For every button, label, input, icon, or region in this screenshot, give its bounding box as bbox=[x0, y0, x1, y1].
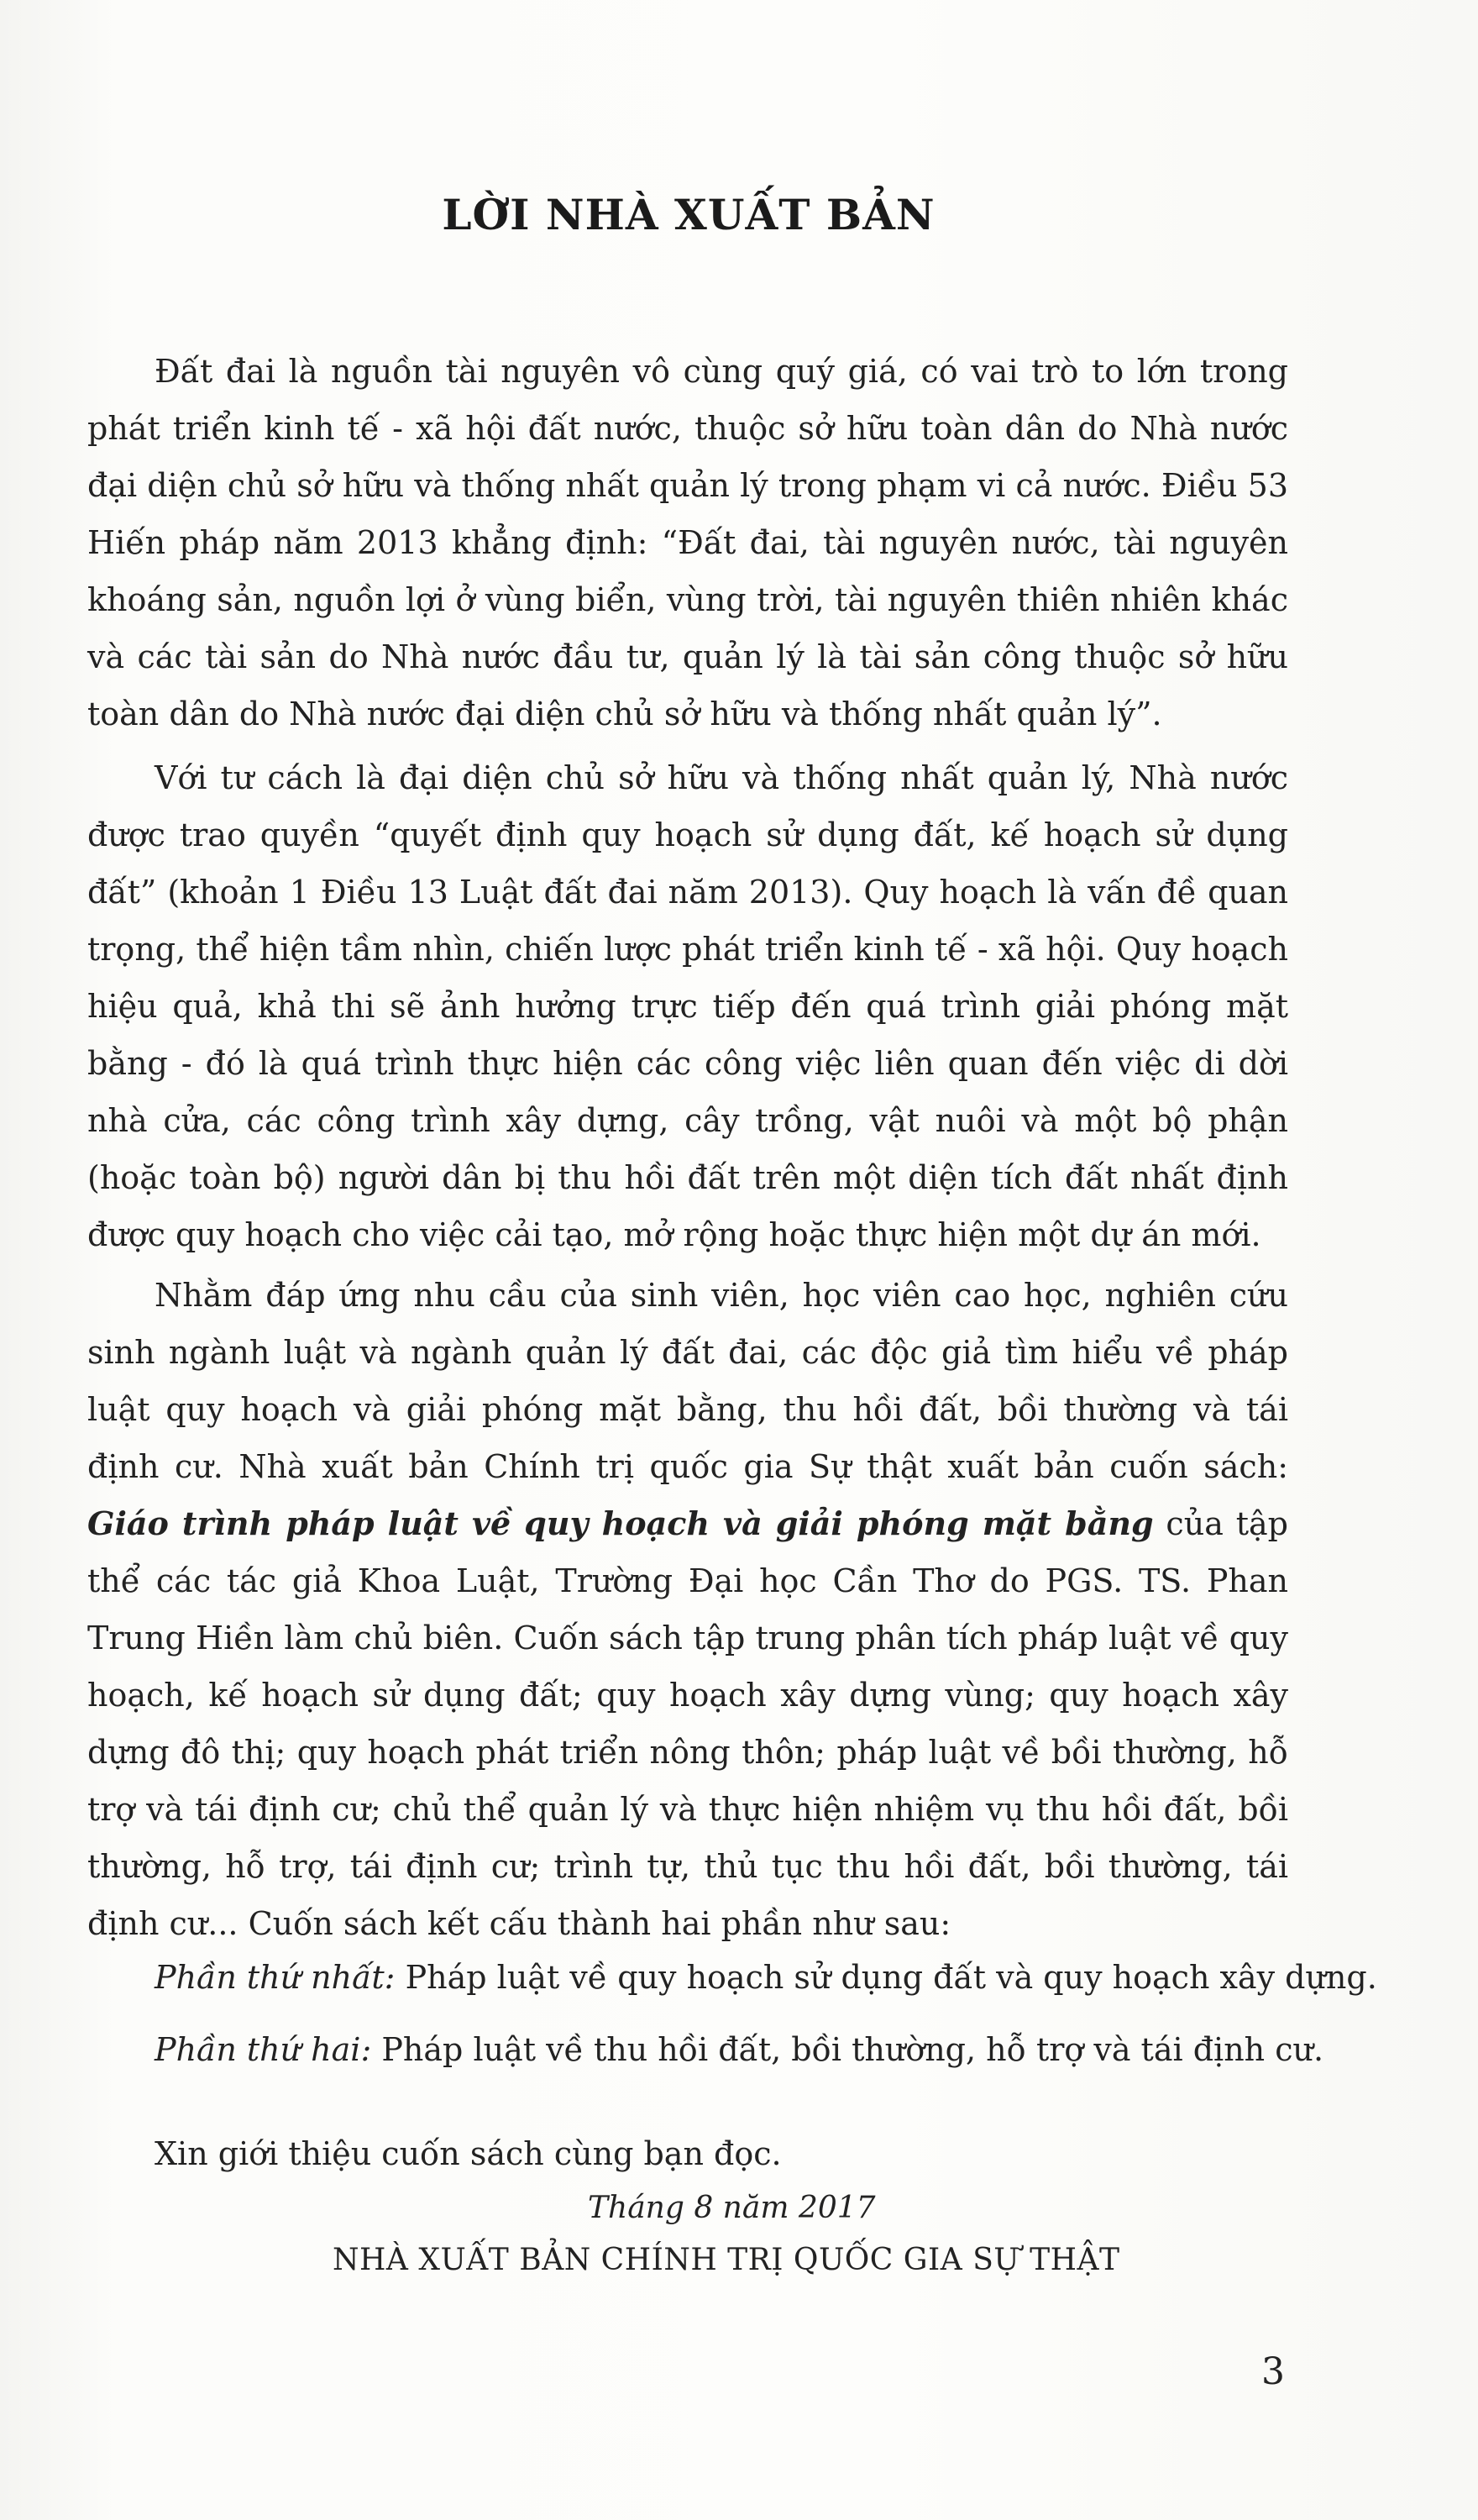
part-two-text: Pháp luật về thu hồi đất, bồi thường, hỗ trợ và tái định cư. bbox=[371, 2031, 1324, 2068]
paragraph-3-block bbox=[87, 1267, 1288, 1952]
closing-line: Xin giới thiệu cuốn sách cùng bạn đọc. bbox=[155, 2135, 782, 2172]
part-two-line bbox=[155, 2021, 1323, 2078]
part-one-line bbox=[155, 1949, 1377, 2006]
paragraph-1-block bbox=[87, 343, 1288, 743]
paragraph-2: Với tư cách là đại diện chủ sở hữu và thống nhất quản lý, Nhà nước được trao quyền “quyết định quy hoạch sử dụng đất, kế hoạch sử dụng đất” (khoản 1 Điều 13 Luật đất đai năm 2013). Quy hoạch là vấn đề quan trọng, thể hiện tầm nhìn, chiến lược phát triển kinh tế - xã hội. Quy hoạch hiệu quả, khả thi sẽ ảnh hưởng trực tiếp đến quá trình giải phóng mặt bằng - đó là quá trình thực hiện các công việc liên quan đến việc di dời nhà cửa, các công trình xây dựng, cây trồng, vật nuôi và một bộ phận (hoặc toàn bộ) người dân bị thu hồi đất trên một diện tích đất nhất định được quy hoạch cho việc cải tạo, mở rộng hoặc thực hiện một dự án mới. bbox=[87, 759, 1288, 1253]
page-title: LỜI NHÀ XUẤT BẢN bbox=[442, 190, 936, 239]
book-title: Giáo trình pháp luật về quy hoạch và giải phóng mặt bằng bbox=[87, 1504, 1154, 1542]
part-one-text: Pháp luật về quy hoạch sử dụng đất và quy hoạch xây dựng. bbox=[395, 1959, 1377, 1996]
paragraph-1: Đất đai là nguồn tài nguyên vô cùng quý giá, có vai trò to lớn trong phát triển kinh tế - xã hội đất nước, thuộc sở hữu toàn dân do Nhà nước đại diện chủ sở hữu và thống nhất quản lý trong phạm vi cả nước. Điều 53 Hiến pháp năm 2013 khẳng định: “Đất đai, tài nguyên nước, tài nguyên khoáng sản, nguồn lợi ở vùng biển, vùng trời, tài nguyên thiên nhiên khác và các tài sản do Nhà nước đầu tư, quản lý là tài sản công thuộc sở hữu toàn dân do Nhà nước đại diện chủ sở hữu và thống nhất quản lý”. bbox=[87, 353, 1288, 732]
paragraph-3-rest: của tập thể các tác giả Khoa Luật, Trường Đại học Cần Thơ do PGS. TS. Phan Trung Hiền làm chủ biên. Cuốn sách tập trung phân tích pháp luật về quy hoạch, kế hoạch sử dụng đất; quy hoạch xây dựng vùng; quy hoạch xây dựng đô thị; quy hoạch phát triển nông thôn; pháp luật về bồi thường, hỗ trợ và tái định cư; chủ thể quản lý và thực hiện nhiệm vụ thu hồi đất, bồi thường, hỗ trợ, tái định cư; trình tự, thủ tục thu hồi đất, bồi thường, tái định cư... Cuốn sách kết cấu thành hai phần như sau: bbox=[87, 1505, 1289, 1942]
paragraph-3-intro: Nhằm đáp ứng nhu cầu của sinh viên, học viên cao học, nghiên cứu sinh ngành luật và ngành quản lý đất đai, các độc giả tìm hiểu về pháp luật quy hoạch và giải phóng mặt bằng, thu hồi đất, bồi thường và tái định cư. Nhà xuất bản Chính trị quốc gia Sự thật xuất bản cuốn sách: bbox=[87, 1277, 1288, 1485]
page-number: 3 bbox=[1261, 2350, 1285, 2393]
part-one-label: Phần thứ nhất: bbox=[155, 1959, 396, 1996]
date-line: Tháng 8 năm 2017 bbox=[588, 2191, 876, 2225]
part-two-label: Phần thứ hai: bbox=[155, 2031, 372, 2068]
paragraph-3 bbox=[87, 1267, 1288, 1952]
paragraph-2-block bbox=[87, 749, 1288, 1263]
publisher-name: NHÀ XUẤT BẢN CHÍNH TRỊ QUỐC GIA SỰ THẬT bbox=[333, 2243, 1120, 2277]
